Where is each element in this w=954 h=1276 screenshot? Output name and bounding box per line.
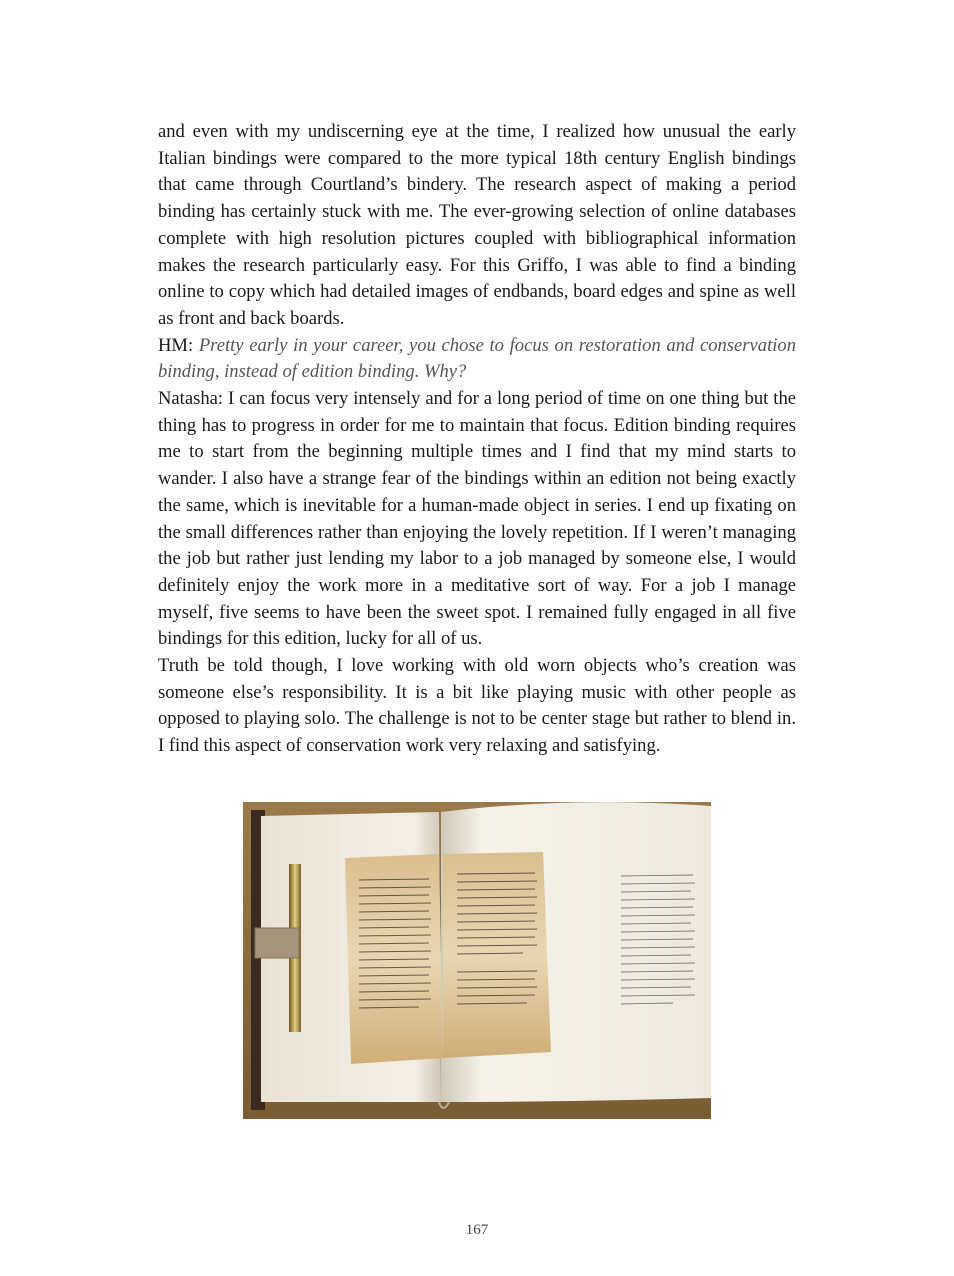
- interview-answer: [158, 386, 796, 653]
- interview-question: [158, 333, 796, 386]
- page-number: 167: [465, 1222, 489, 1238]
- open-book-illustration: [243, 802, 711, 1119]
- answer-speaker: Natasha:: [158, 388, 224, 410]
- answer-text: I can focus very intensely and for a long period of time on one thing but the thing has to progress in order for me to maintain that focus. Edition binding requires me to start from the beginning multiple times and I find that my mind starts to wander. I also have a strange fear of the bindings within an edition not being exactly the same, which is inevitable for a human-made object in series. I end up fixating on the small differences rather than enjoying the lovely repetition. If I weren’t managing the job but rather just lending my labor to a job managed by someone else, I would definitely enjoy the work more in a meditative sort of way. For a job I manage myself, five seems to have been the sweet spot. I remained fully engaged in all five bindings for this edition, lucky for all of us.: [158, 388, 797, 650]
- book-photo: [243, 802, 711, 1119]
- paragraph-truth: Truth be told though, I love working with old worn objects who’s creation was someone else’s responsibility. It is a bit like playing music with other people as opposed to playing solo. The challenge is not to be center stage but rather to blend in. I find this aspect of conservation work very relaxing and satisfying.: [158, 655, 796, 757]
- body-text: [158, 119, 796, 760]
- paragraph-research: and even with my undiscerning eye at the time, I realized how unusual the early Italian bindings were compared to the more typical 18th century English bindings that came through Courtland’s bindery. The research aspect of making a period binding has certainly stuck with me. The ever-growing selection of online databases complete with high resolution pictures coupled with bibliographical information makes the research particularly easy. For this Griffo, I was able to find a binding online to copy which had detailed images of endbands, board edges and spine as well as front and back boards.: [158, 121, 796, 329]
- question-text: Pretty early in your career, you chose to focus on restoration and conservation binding, instead of edition binding. Why?: [158, 334, 797, 383]
- question-speaker: HM:: [158, 334, 194, 356]
